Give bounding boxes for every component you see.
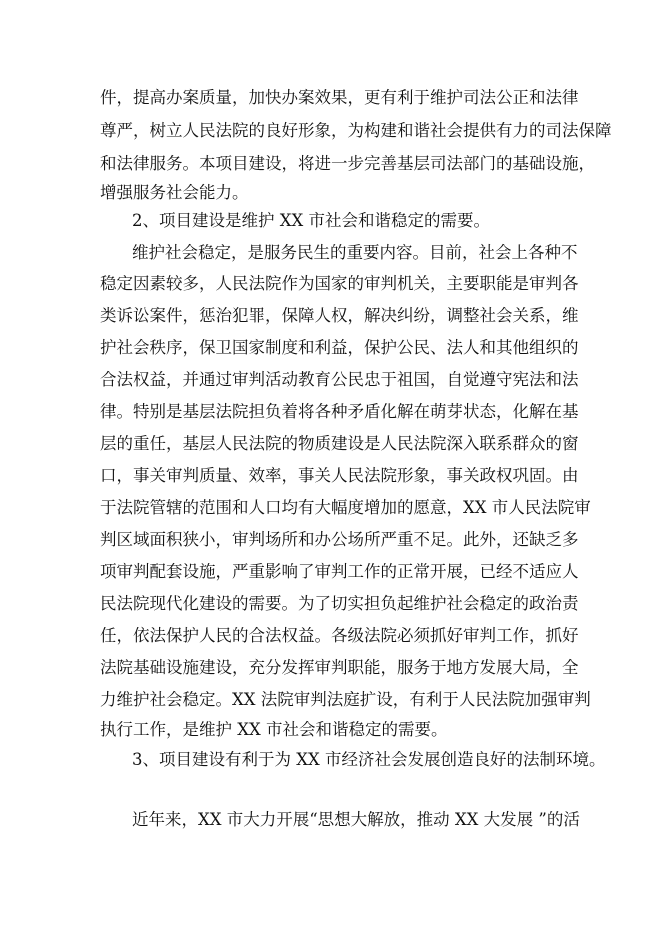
body-text-line: 法院基础设施建设，充分发挥审判职能，服务于地方发展大局，全 bbox=[100, 658, 579, 677]
body-text-line: 和法律服务。本项目建设，将进一步完善基层司法部门的基础设施， bbox=[100, 154, 595, 173]
body-text-line: 稳定因素较多，人民法院作为国家的审判机关，主要职能是审判各 bbox=[100, 274, 579, 293]
section-heading: 2、项目建设是维护 XX 市社会和谐稳定的需要。 bbox=[132, 211, 490, 230]
body-text-line: 层的重任，基层人民法院的物质建设是人民法院深入联系群众的窗 bbox=[100, 434, 579, 453]
body-text-line: 件，提高办案质量，加快办案效果，更有利于维护司法公正和法律 bbox=[100, 88, 579, 107]
body-text-line: 执行工作，是维护 XX 市社会和谐稳定的需要。 bbox=[100, 720, 448, 739]
body-text-line: 力维护社会稳定。XX 法院审判法庭扩设，有利于人民法院加强审判 bbox=[100, 690, 591, 709]
body-text-line: 近年来，XX 市大力开展“思想大解放，推动 XX 大发展 ”的活 bbox=[132, 810, 580, 829]
body-text-line: 尊严，树立人民法院的良好形象，为构建和谐社会提供有力的司法保障 bbox=[100, 121, 612, 140]
body-text-line: 律。特别是基层法院担负着将各种矛盾化解在萌芽状态，化解在基 bbox=[100, 402, 579, 421]
body-text-line: 于法院管辖的范围和人口均有大幅度增加的愿意，XX 市人民法院审 bbox=[100, 498, 591, 517]
section-heading: 3、项目建设有利于为 XX 市经济社会发展创造良好的法制环境。 bbox=[132, 750, 606, 769]
body-text-line: 任，依法保护人民的合法权益。各级法院必须抓好审判工作，抓好 bbox=[100, 626, 579, 645]
body-text-line: 口，事关审判质量、效率，事关人民法院形象，事关政权巩固。由 bbox=[100, 466, 579, 485]
body-text-line: 增强服务社会能力。 bbox=[100, 183, 249, 202]
body-text-line: 维护社会稳定，是服务民生的重要内容。目前，社会上各种不 bbox=[132, 243, 578, 262]
body-text-line: 护社会秩序，保卫国家制度和利益，保护公民、法人和其他组织的 bbox=[100, 338, 579, 357]
body-text-line: 项审判配套设施，严重影响了审判工作的正常开展，已经不适应人 bbox=[100, 562, 579, 581]
body-text-line: 类诉讼案件，惩治犯罪，保障人权，解决纠纷，调整社会关系，维 bbox=[100, 306, 579, 325]
body-text-line: 合法权益，并通过审判活动教育公民忠于祖国，自觉遵守宪法和法 bbox=[100, 370, 579, 389]
body-text-line: 判区域面积狭小，审判场所和办公场所严重不足。此外，还缺乏多 bbox=[100, 530, 579, 549]
body-text-line: 民法院现代化建设的需要。为了切实担负起维护社会稳定的政治责 bbox=[100, 594, 579, 613]
